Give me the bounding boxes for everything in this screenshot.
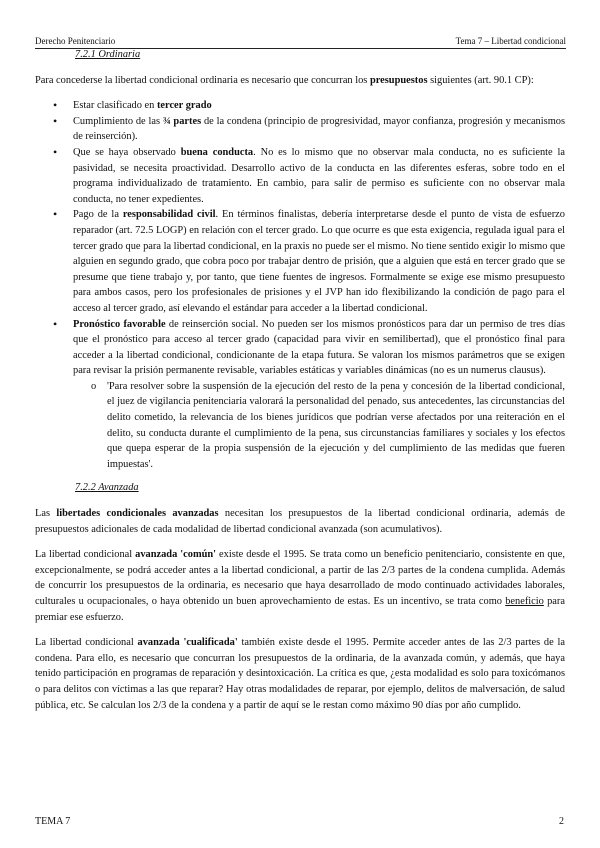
list-item: • Pago de la responsabilidad civil. En términos finalistas, debería interpretarse desde el punto de vista de esfuerzo reparador (art. 72.5 LOGP) en relación con el tercer grado. Lo que ocurre es que esta exigencia, regulada igual para el tercer grado que para la libertad condicional, en la praxis no puede ser el mismo. No tiene sentido exigir lo mismo que alguien en segundo grado, que cobra poco por trabajar dentro de prisión, que a alguien que está en tercer grado que se presume que tiene trabajo y, por tanto, que tiene fuentes de ingresos. Formalmente se exige ese mismo presupuesto para ambos casos, pero los profesionales de prisiones y el JVP han ido flexibilizando la condición de pago para el acceso al tercer grado, así elevando el estándar para acceder a la libertad condicional.: [73, 207, 565, 316]
header-course-title: Derecho Penitenciario: [35, 36, 116, 46]
page-footer: [35, 816, 564, 830]
intro-bold: presupuestos: [369, 74, 428, 86]
sub-list: [73, 379, 565, 473]
intro-text: Para concederse la libertad condicional ordinaria es necesario que concurran los: [35, 74, 370, 86]
section-heading-ordinaria: 7.2.1 Ordinaria: [75, 49, 141, 60]
page-number: 2: [559, 816, 564, 827]
requirements-list: [35, 98, 565, 472]
document-body: [35, 47, 565, 723]
intro-paragraph: [35, 73, 565, 89]
paragraph-avanzada-comun: La libertad condicional avanzada 'común' existe desde el 1995. Se trata como un beneficio penitenciario, consistente en que, excepcionalmente, se podrá acceder antes a la libertad condicional, a partir de las 2/3 partes de la condena cumplida. Además de concurrir los presupuestos de la ordinaria, es necesario que haya desarrollado de modo continuado actividades laborales, culturales u ocupacionales, o haya obtenido un buen aprovechamiento de estas. Es un incentivo, se trata como beneficio para premiar ese esfuerzo.: [35, 549, 565, 623]
list-item: • Estar clasificado en tercer grado: [73, 98, 565, 114]
legal-quote: o 'Para resolver sobre la suspensión de la ejecución del resto de la pena y concesión de la libertad condicional, el juez de vigilancia penitenciaria valorará la personalidad del penado, sus antecedentes, las circunstancias del delito cometido, la relevancia de los bienes jurídicos que podrían verse afectados por una reiteración en el delito, su conducta durante el cumplimiento de la pena, sus circunstancias familiares y sociales y los efectos que quepa esperar de la propia suspensión de la ejecución y del cumplimiento de las medidas que fueren impuestas'.: [107, 379, 565, 473]
header-topic-title: Tema 7 – Libertad condicional: [455, 36, 566, 46]
paragraph-avanzadas: Las libertades condicionales avanzadas necesitan los presupuestos de la libertad condicional ordinaria, además de presupuestos adicionales de cada modalidad de libertad condicional avanzada (son acumulativos).: [35, 508, 565, 535]
list-item: • Cumplimiento de las ¾ partes de la condena (principio de progresividad, mayor confianza, progresión y mecanismos de reinserción).: [73, 114, 565, 145]
footer-topic: TEMA 7: [35, 816, 71, 827]
section-heading-avanzada: 7.2.2 Avanzada: [75, 482, 139, 494]
paragraph-avanzada-cualificada: La libertad condicional avanzada 'cualificada' también existe desde el 1995. Permite acceder antes de las 2/3 partes de la condena. Para ello, es necesario que concurran los presupuestos de la ordinaria, de la avanzada común, y además, que haya tenido participación en programas de reparación y desintoxicación. La crítica es que, ¿esta modalidad es solo para toxicómanos o para delitos con víctimas a las que reparar? Hay otras modalidades de reparar, por ejemplo, delitos de malversación, de salud pública, etc. Se calculan los 2/3 de la condena y a partir de aquí se le restan como máximo 90 días por año cumplido.: [35, 637, 565, 711]
underlined-term: beneficio: [505, 596, 544, 607]
list-item: • Pronóstico favorable de reinserción social. No pueden ser los mismos pronósticos para dar un permiso de tres días que el pronóstico para acceso al tercer grado (capacidad para vivir en semilibertad), que el pronóstico final para acceder a la libertad condicional, condicionante de la etapa futura. Se valoran los mismos parámetros que se exigen para revisar la prisión permanente revisable, variables estáticas y variables dinámicas (no es un numerus clausus). o 'Para resolver sobre la suspensión de la ejecución del resto de la pena y concesión de la libertad condicional, el juez de vigilancia penitenciaria valorará la personalidad del penado, sus antecedentes, las circunstancias del delito cometido, la relevancia de los bienes jurídicos que podrían verse afectados por una reiteración en el delito, su conducta durante el cumplimiento de la pena, sus circunstancias familiares y sociales y los efectos que quepa esperar de la propia suspensión de la ejecución y del cumplimiento de las medidas que fueren impuestas'.: [73, 317, 565, 473]
list-item: • Que se haya observado buena conducta. No es lo mismo que no observar mala conducta, no es suficiente la pasividad, se necesita proactividad. Desarrollo activo de la conducta en las diferentes esferas, sobre todo en el programa individualizado de tratamiento. En cambio, para salir de permiso es suficiente con no observar mala conducta, no tener expedientes.: [73, 145, 565, 207]
intro-text-end: siguientes (art. 90.1 CP):: [427, 74, 534, 86]
